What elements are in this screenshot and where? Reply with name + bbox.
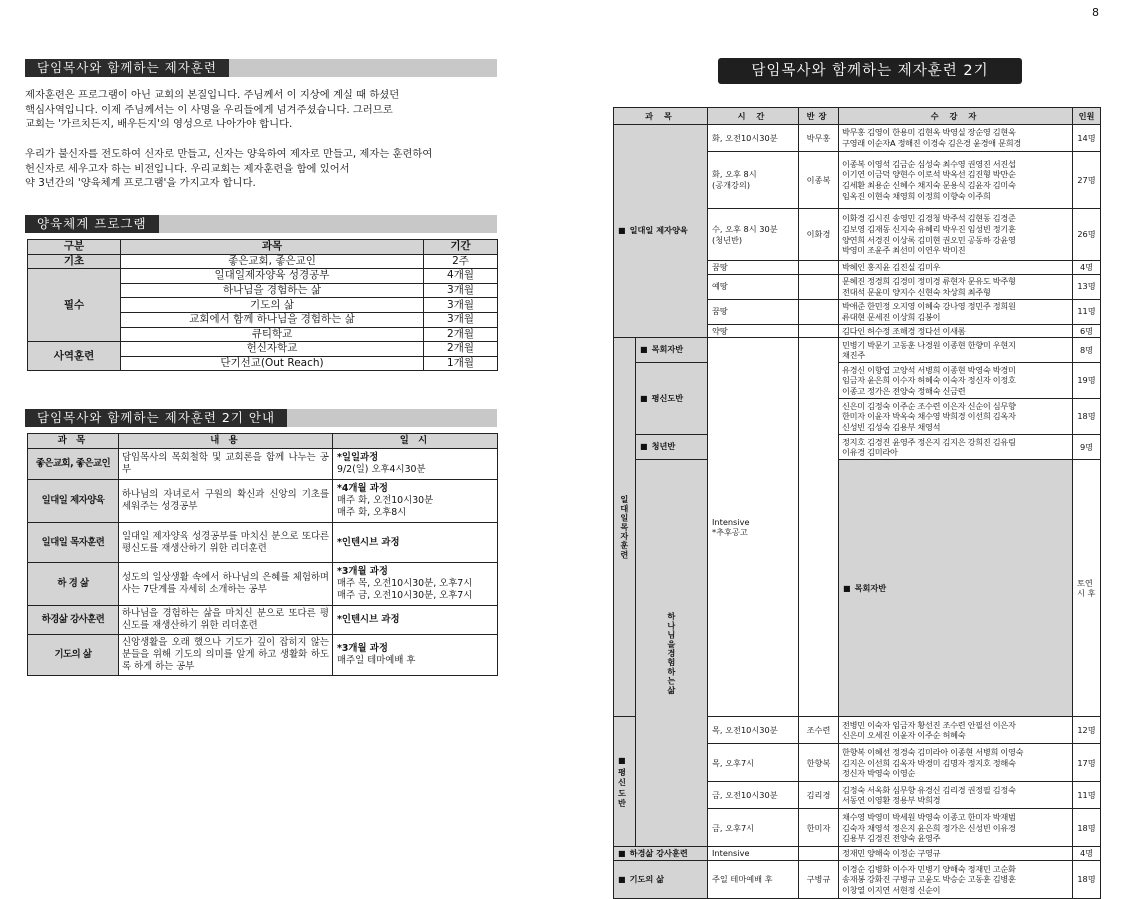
time-cell: 화, 오후 8시 (공개강의): [708, 152, 799, 209]
header-cell: 과 목: [614, 108, 708, 125]
schedule-title: *인텐시브 과정: [337, 614, 400, 626]
schedule-line: 매주 금, 오전10시30분, 오후7시: [337, 589, 473, 601]
students-cell: 채수영 박영미 박세원 박영숙 이종고 한미자 박재범 김숙자 채영석 정은지 윤은희 정가은 신성빈 이유경 김용부 김경진 전양숙 윤영주: [839, 809, 1073, 847]
group-label: 하경삶 강사훈련: [629, 847, 688, 858]
schedule-cell: [333, 523, 498, 563]
time-cell: 금, 오후7시: [708, 809, 799, 847]
schedule-cell: [333, 449, 498, 480]
group-label: 일대일 제자양육: [629, 225, 688, 236]
table-row: [28, 563, 498, 606]
header-cell: 구분: [28, 240, 121, 255]
subject-cell: [636, 435, 708, 460]
square-bullet-icon: ■: [618, 226, 626, 236]
schedule-title: *인텐시브 과정: [337, 536, 400, 548]
leader-cell: [799, 324, 839, 338]
square-bullet-icon: ■: [618, 874, 626, 884]
students-cell: 이종복 이영석 김금순 심성숙 최수영 권영진 서진섭 이기연 이금덕 양현수 이로석 박옥선 김진형 박만순 김세환 최용순 신혜수 채지숙 문용식 김윤자 김미숙 임옥진 이현숙 채영희 이정희 이향숙 이주희: [839, 152, 1073, 209]
subject-cell: 하경삶 강사훈련: [28, 606, 119, 635]
time-cell: 목, 오후7시: [708, 744, 799, 782]
schedule-title: *일일과정: [337, 452, 379, 464]
content-cell: 신앙생활을 오래 했으나 기도가 깊이 잡히지 않는 분들을 위해 기도의 의미를 알게 하고 생활화 하도록 하게 하는 공부: [119, 635, 333, 676]
square-bullet-icon: ■: [640, 345, 648, 355]
table-row: [614, 861, 1101, 899]
section-title-program: 양육체계 프로그램: [25, 215, 159, 233]
subject-label: 평신도반: [618, 766, 626, 809]
schedule-line: 매주 화, 오후8시: [337, 506, 407, 518]
subject-label: 목회자반: [651, 344, 684, 355]
students-cell: 김정숙 서옥화 심무향 유경신 김리경 권정필 김정숙 서동연 이영환 정용부 박희경: [839, 782, 1073, 809]
header-cell: 과목: [121, 240, 424, 255]
page-number: 8: [1092, 6, 1099, 19]
students-cell: 박혜인 홍지윤 김진실 김미우: [839, 261, 1073, 275]
students-cell: 이경순 김병화 이수자 민병기 양해숙 정재민 고순화 송재봉 강화진 구병규 고윤도 박승순 고동훈 김병훈 이창열 이지연 서현정 신순이: [839, 861, 1073, 899]
period-cell: 4개월: [424, 269, 498, 284]
period-cell: 2개월: [424, 327, 498, 342]
leader-cell: [799, 299, 839, 324]
subject-cell: [839, 460, 1073, 717]
leader-cell: 박무홍: [799, 125, 839, 152]
count-cell: 4명: [1073, 847, 1101, 861]
square-bullet-icon: ■: [618, 755, 626, 765]
students-cell: 전병민 이숙자 임금자 황선진 조수련 안필선 이은자 신은미 오세진 이윤자 이주순 허혜숙: [839, 717, 1073, 744]
table-row: [28, 606, 498, 635]
leader-cell: 김리경: [799, 782, 839, 809]
content-cell: 성도의 일상생활 속에서 하나님의 은혜를 체험하며 사는 7단계를 자세히 소개하는 공부: [119, 563, 333, 606]
content-cell: 하나님을 경험하는 삶을 마치신 분으로 또다른 평신도를 재생산하기 위한 리더훈련: [119, 606, 333, 635]
group-vertical-label: 하나님을경험하는삶: [636, 460, 708, 847]
table-row: [28, 449, 498, 480]
schedule-title: *4개월 과정: [337, 483, 388, 495]
count-cell: 19명: [1073, 363, 1101, 399]
subject-cell: 큐티학교: [121, 327, 424, 342]
header-cell: 과 목: [28, 434, 119, 449]
count-cell: 18명: [1073, 809, 1101, 847]
table-row: [28, 635, 498, 676]
students-cell: 민병기 박문기 고동훈 나경원 이종현 한향미 우현지 채진주: [839, 338, 1073, 363]
count-cell: 14명: [1073, 125, 1101, 152]
time-cell: 화, 오전10시30분: [708, 125, 799, 152]
period-cell: 3개월: [424, 298, 498, 313]
subject-cell: 일대일제자양육 성경공부: [121, 269, 424, 284]
content-cell: 담임목사의 목회철학 및 교회론을 함께 나누는 공부: [119, 449, 333, 480]
period-cell: 3개월: [424, 312, 498, 327]
count-cell: 13명: [1073, 274, 1101, 299]
table-row: [28, 523, 498, 563]
square-bullet-icon: ■: [640, 442, 648, 452]
header-cell: 수 강 자: [839, 108, 1073, 125]
leader-cell: 이화경: [799, 209, 839, 261]
program-table: [27, 239, 498, 371]
schedule-line: 매주 화, 오전10시30분: [337, 495, 434, 507]
subject-cell: 헌신자학교: [121, 342, 424, 357]
leader-cell: 한향복: [799, 744, 839, 782]
subject-cell: 좋은교회, 좋은교인: [121, 254, 424, 269]
count-cell: 17명: [1073, 744, 1101, 782]
students-cell: 박무홍 김영이 한용미 김현옥 박영실 장순영 김현욱 구영래 이순자A 정해진 이경숙 김은경 윤경애 문희경: [839, 125, 1073, 152]
leader-cell: 한미자: [799, 809, 839, 847]
count-cell: 9명: [1073, 435, 1101, 460]
guide-table: [27, 433, 498, 676]
students-cell: 신은미 김정숙 이주순 조수련 이은자 신순이 심무향 한미자 이윤자 박옥숙 채수영 박희경 이선희 김옥자 신성빈 김성숙 김용부 채영석: [839, 399, 1073, 435]
count-cell: 18명: [1073, 861, 1101, 899]
time-cell: Intensive: [708, 847, 799, 861]
leader-cell: 구병규: [799, 861, 839, 899]
roster-table: [613, 107, 1101, 899]
period-cell: 2주: [424, 254, 498, 269]
schedule-cell: [333, 606, 498, 635]
header-cell: 반장: [799, 108, 839, 125]
leader-cell: [799, 338, 839, 717]
category-cell: 기초: [28, 254, 121, 269]
time-cell: 꿈땅: [708, 299, 799, 324]
group-cell: [614, 125, 708, 338]
subject-label: 목회자반: [854, 582, 887, 593]
subject-cell: 교회에서 함께 하나님을 경험하는 삶: [121, 312, 424, 327]
subject-label: 청년반: [651, 441, 676, 452]
students-cell: 박애준 한민정 오지영 이혜숙 강나영 정민주 정희원 류대현 문세진 이상희 김봉이: [839, 299, 1073, 324]
period-cell: 2개월: [424, 342, 498, 357]
category-cell: 필수: [28, 269, 121, 342]
students-cell: 김다인 허수정 조해경 정다선 이새롬: [839, 324, 1073, 338]
schedule-cell: [333, 635, 498, 676]
table-row: [28, 480, 498, 523]
schedule-title: *3개월 과정: [337, 566, 388, 578]
section-title-guide: 담임목사와 함께하는 제자훈련 2기 안내: [25, 409, 287, 427]
subject-cell: 좋은교회, 좋은교인: [28, 449, 119, 480]
subject-cell: 기도의 삶: [28, 635, 119, 676]
group-cell: [614, 861, 708, 899]
count-cell: 11명: [1073, 299, 1101, 324]
header-cell: 기간: [424, 240, 498, 255]
time-cell: 약땅: [708, 324, 799, 338]
students-cell: 이화경 김시진 송영민 김경청 박주석 김현동 김경준 김보영 김재동 신지숙 유혜리 박우진 임성빈 정기훈 양연희 서경진 이상록 김미현 권오민 공동하 강윤영 박영미 조윤주 최선미 이연우 박미진: [839, 209, 1073, 261]
count-cell: 11명: [1073, 782, 1101, 809]
subject-cell: 기도의 삶: [121, 298, 424, 313]
intro-paragraph-1: 제자훈련은 프로그램이 아닌 교회의 본질입니다. 주님께서 이 지상에 계실 때 하셨던 핵심사역입니다. 이제 주님께서는 이 사명을 우리들에게 넘겨주셨습니다. 그러므로 교회는 '가르치든지, 배우든지'의 영성으로 나아가야 합니다.: [25, 89, 400, 130]
intro-paragraph-2: 우리가 불신자를 전도하여 신자로 만들고, 신자는 양육하여 제자로 만들고, 제자는 훈련하여 헌신자로 세우고자 하는 비전입니다. 우리교회는 제자훈련을 함에 있어서 약 3년간의 '양육체계 프로그램'을 가지고자 합니다.: [25, 148, 433, 189]
square-bullet-icon: ■: [843, 583, 851, 593]
square-bullet-icon: ■: [640, 393, 648, 403]
leader-cell: [799, 261, 839, 275]
section-header-guide: [25, 409, 497, 427]
schedule-line: 매주일 테마예배 후: [337, 655, 416, 666]
header-cell: 시 간: [708, 108, 799, 125]
count-cell: 27명: [1073, 152, 1101, 209]
section-header-training: [25, 59, 497, 77]
time-cell: 예땅: [708, 274, 799, 299]
schedule-title: *3개월 과정: [337, 643, 388, 655]
count-cell: 6명: [1073, 324, 1101, 338]
group-vertical-label: 일대일목자훈련: [614, 338, 636, 717]
table-row: [614, 125, 1101, 152]
period-cell: 3개월: [424, 283, 498, 298]
subject-cell: 단기선교(Out Reach): [121, 356, 424, 371]
subject-cell: 일대일 제자양육: [28, 480, 119, 523]
count-cell: 18명: [1073, 399, 1101, 435]
count-cell: 4명: [1073, 261, 1101, 275]
time-cell: 목, 오전10시30분: [708, 717, 799, 744]
subject-cell: 하나님을 경험하는 삶: [121, 283, 424, 298]
section-title-training: 담임목사와 함께하는 제자훈련: [25, 59, 229, 77]
subject-cell: [614, 717, 636, 847]
leader-cell: [799, 847, 839, 861]
subject-cell: 하 경 삶: [28, 563, 119, 606]
table-row: [614, 338, 1101, 363]
subject-cell: [636, 338, 708, 363]
leader-cell: [799, 274, 839, 299]
header-cell: 인원: [1073, 108, 1101, 125]
students-cell: 정지호 김경진 윤영주 정은지 김지은 강희진 김유림 이유경 김미라아: [839, 435, 1073, 460]
square-bullet-icon: ■: [618, 848, 626, 858]
content-cell: 하나님의 자녀로서 구원의 확신과 신앙의 기초를 세워주는 성경공부: [119, 480, 333, 523]
subject-label: 평신도반: [651, 392, 684, 403]
time-cell: Intensive *추후공고: [708, 338, 799, 717]
schedule-cell: [333, 563, 498, 606]
category-cell: 사역훈련: [28, 342, 121, 371]
leader-cell: 조수련: [799, 717, 839, 744]
time-cell: 꿈땅: [708, 261, 799, 275]
students-cell: 유경신 이향엽 고양석 서병희 이종현 박영숙 박경미 임금자 윤은희 이수자 허혜숙 이숙자 정신자 이정호 이종고 정가은 전양숙 정해숙 신금련: [839, 363, 1073, 399]
table-row: [614, 363, 1101, 399]
students-cell: 문혜진 정경희 김경미 정미경 류현자 문유도 박주형 전대석 문윤미 양지수 신현숙 차상희 최주형: [839, 274, 1073, 299]
content-cell: 일대일 제자양육 성경공부를 마치신 분으로 또다른 평신도를 재생산하기 위한 리더훈련: [119, 523, 333, 563]
subject-cell: [636, 363, 708, 435]
table-row: [28, 342, 498, 357]
count-cell: 26명: [1073, 209, 1101, 261]
table-row: [614, 460, 1101, 717]
time-cell: 수, 오후 8시 30분 (청년반): [708, 209, 799, 261]
schedule-line: 9/2(일) 오후4시30분: [337, 464, 426, 475]
students-cell: 정재민 양해숙 이정순 구영규: [839, 847, 1073, 861]
count-cell: 8명: [1073, 338, 1101, 363]
subject-cell: 일대일 목자훈련: [28, 523, 119, 563]
roster-title: 담임목사와 함께하는 제자훈련 2기: [718, 58, 1022, 84]
table-row: [614, 847, 1101, 861]
table-row: [614, 435, 1101, 460]
section-header-program: [25, 215, 497, 233]
group-cell: [614, 847, 708, 861]
leader-cell: 이종복: [799, 152, 839, 209]
table-row: [28, 269, 498, 284]
time-cell: 주일 테마예배 후: [708, 861, 799, 899]
schedule-cell: [333, 480, 498, 523]
group-label: 기도의 삶: [629, 873, 665, 884]
time-cell: 금, 오전10시30분: [708, 782, 799, 809]
header-cell: 내 용: [119, 434, 333, 449]
schedule-line: 매주 목, 오전10시30분, 오후7시: [337, 578, 473, 590]
table-row: [28, 254, 498, 269]
time-cell: 토연시 후: [1073, 460, 1101, 717]
students-cell: 한향복 이혜선 정경숙 김미라아 이종현 서병희 이영숙 김지은 이선희 김옥자 박경미 김명자 정지호 정해숙 정신자 박영숙 이영순: [839, 744, 1073, 782]
header-cell: 일 시: [333, 434, 498, 449]
count-cell: 12명: [1073, 717, 1101, 744]
period-cell: 1개월: [424, 356, 498, 371]
